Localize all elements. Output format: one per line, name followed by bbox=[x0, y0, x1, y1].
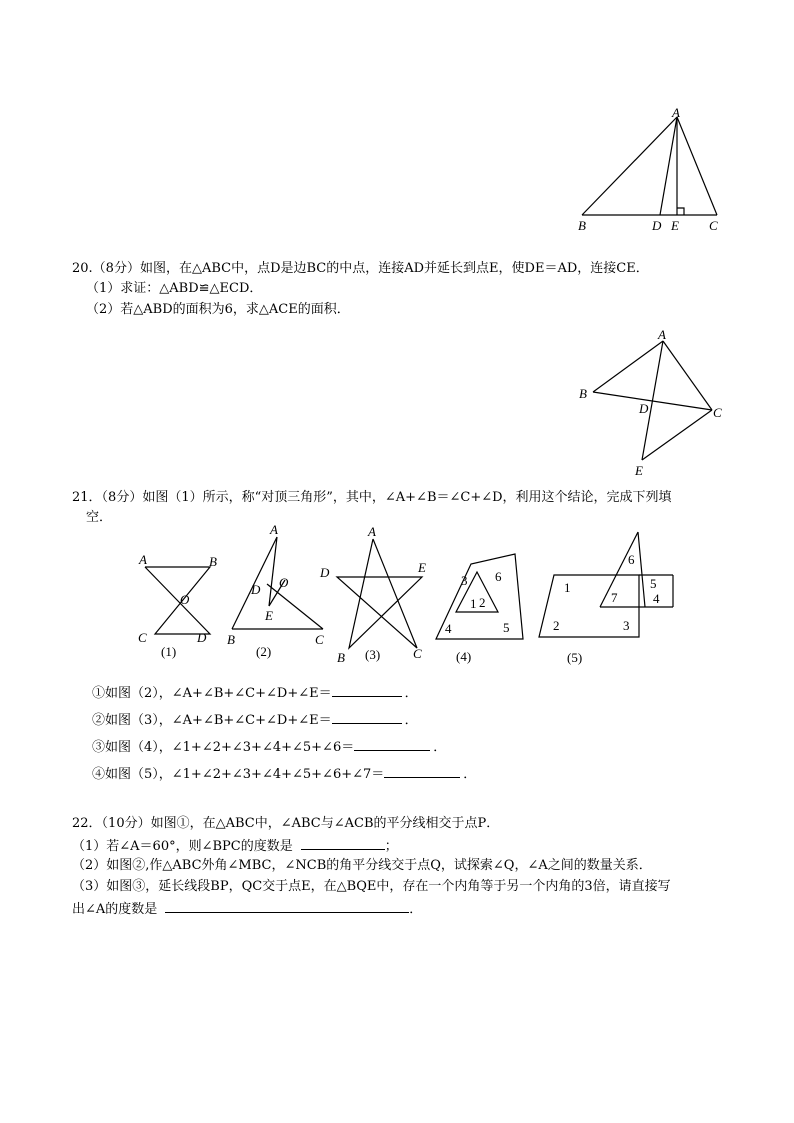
q22-part1 bbox=[72, 836, 398, 855]
q21-item1 bbox=[92, 683, 418, 702]
label-e: E bbox=[671, 218, 679, 233]
q20-part1: （1）求证：△ABD≌△ECD． bbox=[86, 281, 263, 296]
q22-part3-cont bbox=[72, 899, 422, 918]
f2-label-c: C bbox=[315, 632, 324, 647]
q21-item3-end: ． bbox=[433, 740, 447, 755]
f2-label-o: O bbox=[279, 575, 289, 590]
f2-caption: (2) bbox=[256, 644, 272, 659]
q22-part3: （3）如图③，延长线段BP，QC交于点E，在△BQE中，存在一个内角等于另一个内角的3倍，请直接写 bbox=[72, 879, 671, 894]
q21-item1-end: ． bbox=[404, 686, 418, 701]
f1-label-a: A bbox=[139, 552, 147, 567]
f2-label-e: E bbox=[265, 608, 273, 623]
figure-19 bbox=[570, 105, 730, 235]
q21-item4-answer-blank[interactable] bbox=[384, 764, 460, 778]
f3-label-a: A bbox=[368, 524, 376, 539]
fig21-1 bbox=[138, 552, 217, 659]
f2-label-d: D bbox=[251, 582, 261, 597]
q21-item2-answer-blank[interactable] bbox=[332, 710, 402, 724]
f5-n6: 6 bbox=[628, 552, 635, 567]
figure-20 bbox=[575, 325, 735, 480]
q22-part2: （2）如图②,作△ABC外角∠MBC，∠NCB的角平分线交于点Q，试探索∠Q，∠A之间的数量关系． bbox=[72, 858, 652, 873]
segment-ac bbox=[663, 341, 712, 410]
f3-label-e: E bbox=[418, 560, 426, 575]
label-b: B bbox=[579, 386, 587, 401]
q21-item1-answer-blank[interactable] bbox=[332, 683, 402, 697]
q22-part1-end: ； bbox=[384, 839, 398, 854]
q22-part1-answer-blank[interactable] bbox=[301, 836, 385, 850]
f5-n5: 5 bbox=[650, 576, 657, 591]
q21-item3-text: ③如图（4），∠1+∠2+∠3+∠4+∠5+∠6＝ bbox=[92, 740, 355, 755]
f5-n2: 2 bbox=[553, 618, 560, 633]
f3-label-d: D bbox=[320, 565, 330, 580]
label-c: C bbox=[709, 218, 718, 233]
q20-title: 20.（8分）如图，在△ABC中，点D是边BC的中点，连接AD并延长到点E，使DE＝AD，连接CE． bbox=[72, 261, 649, 276]
q21-title-cont: 空． bbox=[86, 510, 113, 525]
q21-item2-end: ． bbox=[404, 713, 418, 728]
q21-item3-answer-blank[interactable] bbox=[354, 737, 430, 751]
f3-caption: (3) bbox=[365, 647, 381, 662]
f4-n3: 3 bbox=[461, 573, 468, 588]
f5-n7: 7 bbox=[611, 590, 618, 605]
fig21-4 bbox=[436, 554, 523, 664]
f1-label-d: D bbox=[197, 630, 207, 645]
fig21-2 bbox=[227, 522, 324, 659]
f4-caption: (4) bbox=[456, 649, 472, 664]
label-d: D bbox=[652, 218, 662, 233]
f5-n4: 4 bbox=[653, 591, 660, 606]
q21-title: 21．（8分）如图（1）所示，称“对顶三角形”，其中，∠A+∠B＝∠C+∠D，利用这个结论，完成下列填 bbox=[72, 490, 672, 505]
fig21-3 bbox=[319, 524, 426, 665]
figure-21 bbox=[125, 522, 685, 672]
label-a: A bbox=[672, 105, 680, 120]
q21-item2 bbox=[92, 710, 418, 729]
q21-item2-text: ②如图（3），∠A+∠B+∠C+∠D+∠E＝ bbox=[92, 713, 332, 728]
f5-caption: (5) bbox=[567, 650, 583, 665]
q22-part1-text: （1）若∠A＝60°，则∠BPC的度数是 bbox=[72, 839, 293, 854]
q22-part3-cont-text: 出∠A的度数是 bbox=[72, 902, 158, 917]
f4-n1: 1 bbox=[470, 596, 477, 611]
f1-caption: (1) bbox=[161, 644, 177, 659]
segment-ac bbox=[677, 117, 717, 215]
q20-part2: （2）若△ABD的面积为6，求△ACE的面积． bbox=[86, 302, 350, 317]
fig21-5 bbox=[539, 532, 673, 665]
q21-item4 bbox=[92, 764, 476, 783]
f5-n3: 3 bbox=[623, 618, 630, 633]
q22-part3-end: ． bbox=[409, 902, 423, 917]
q22-title: 22．（10分）如图①，在△ABC中，∠ABC与∠ACB的平分线相交于点P． bbox=[72, 816, 500, 831]
q21-item4-end: ． bbox=[463, 767, 477, 782]
f2-label-a: A bbox=[270, 522, 278, 537]
q22-part3-answer-blank[interactable] bbox=[165, 899, 409, 913]
f1-label-c: C bbox=[138, 630, 147, 645]
f1-label-b: B bbox=[209, 554, 217, 569]
f4-n5: 5 bbox=[503, 620, 510, 635]
f4-n2: 2 bbox=[479, 595, 486, 610]
q21-item4-text: ④如图（5），∠1+∠2+∠3+∠4+∠5+∠6+∠7＝ bbox=[92, 767, 385, 782]
label-b: B bbox=[578, 218, 586, 233]
f2-label-b: B bbox=[227, 632, 235, 647]
label-e: E bbox=[635, 463, 643, 478]
segment-ce bbox=[642, 410, 712, 460]
label-a: A bbox=[658, 327, 666, 342]
q21-item1-text: ①如图（2），∠A+∠B+∠C+∠D+∠E＝ bbox=[92, 686, 332, 701]
f3-label-b: B bbox=[337, 650, 345, 665]
label-d: D bbox=[639, 401, 649, 416]
f1-label-o: O bbox=[180, 592, 190, 607]
f4-n4: 4 bbox=[445, 621, 452, 636]
right-angle-mark bbox=[677, 208, 684, 215]
label-c: C bbox=[713, 405, 722, 420]
f3-label-c: C bbox=[413, 646, 422, 661]
q21-item3 bbox=[92, 737, 446, 756]
f4-n6: 6 bbox=[495, 569, 502, 584]
segment-ab bbox=[593, 341, 663, 392]
f5-n1: 1 bbox=[564, 580, 571, 595]
